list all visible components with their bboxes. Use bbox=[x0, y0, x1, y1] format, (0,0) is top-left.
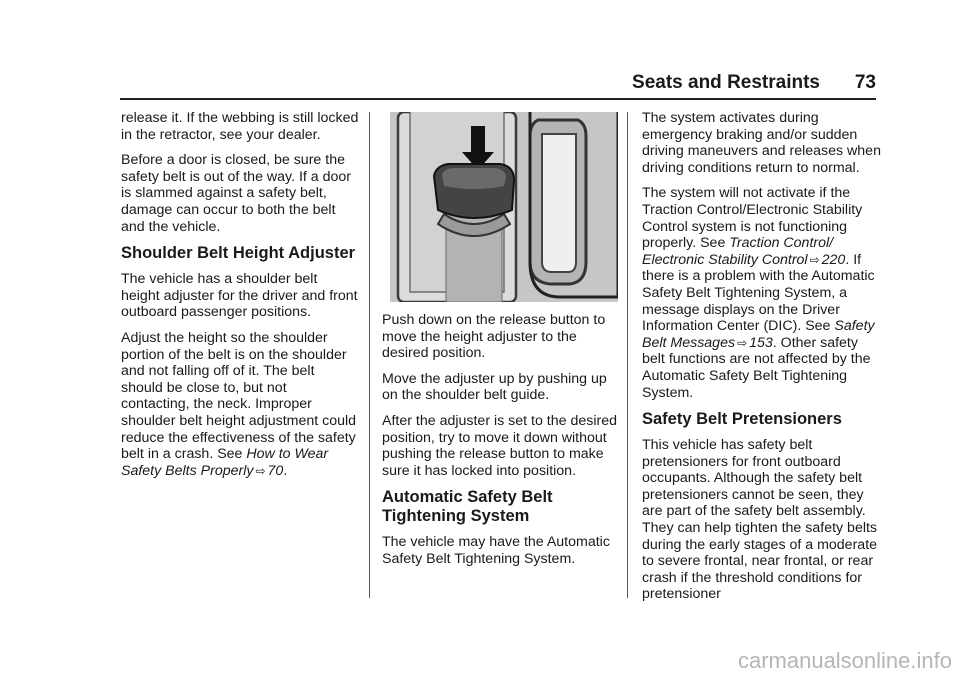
page-header bbox=[120, 72, 876, 100]
cross-reference-link[interactable]: How to Wear Safety Belts Properly bbox=[121, 446, 329, 479]
column-3 bbox=[642, 110, 882, 612]
column-divider bbox=[369, 112, 370, 598]
cross-reference-link[interactable]: Safety Belt Messages bbox=[642, 318, 875, 351]
header-rule bbox=[120, 98, 876, 100]
paragraph: Push down on the release button to move the height adjuster to the desired position. bbox=[382, 312, 606, 362]
heading-automatic-safety-belt-tightening-system: Automatic Safety Belt Tightening System bbox=[382, 488, 553, 526]
paragraph: The vehicle may have the Automatic Safety Belt Tightening System. bbox=[382, 534, 610, 567]
paragraph: After the adjuster is set to the desired position, try to move it down without pushing the release button to make sure it has locked into position. bbox=[382, 412, 618, 479]
watermark: carmanualsonline.info bbox=[737, 648, 952, 673]
column-2 bbox=[382, 312, 622, 577]
column-1 bbox=[121, 110, 359, 488]
page-ref-arrow-icon: ⇨ bbox=[255, 463, 266, 478]
page-ref-arrow-icon: ⇨ bbox=[737, 335, 748, 350]
page-number: 73 bbox=[854, 72, 876, 93]
cross-reference-page[interactable]: 153 bbox=[749, 334, 773, 351]
paragraph: release it. If the webbing is still locked in the retractor, see your dealer. bbox=[121, 110, 359, 143]
column-divider bbox=[627, 112, 628, 598]
section-title: Seats and Restraints bbox=[632, 72, 820, 93]
paragraph: The vehicle has a shoulder belt height adjuster for the driver and front outboard passenger positions. bbox=[121, 271, 358, 321]
paragraph: Before a door is closed, be sure the safety belt is out of the way. If a door is slammed against a safety belt, damage can occur to both the belt and the vehicle. bbox=[121, 152, 352, 235]
paragraph: Move the adjuster up by pushing up on the shoulder belt guide. bbox=[382, 370, 607, 404]
heading-safety-belt-pretensioners: Safety Belt Pretensioners bbox=[642, 410, 842, 429]
illustration-svg bbox=[390, 112, 618, 302]
heading-shoulder-belt-height-adjuster: Shoulder Belt Height Adjuster bbox=[121, 244, 356, 263]
shoulder-belt-adjuster-illustration bbox=[390, 112, 618, 302]
cross-reference-page[interactable]: 70 bbox=[267, 462, 284, 479]
cross-reference-page[interactable]: 220 bbox=[821, 251, 846, 268]
paragraph: Adjust the height so the shoulder portion of the belt is on the shoulder and not falling off of it. The belt should be close to, but not contacting, the neck. Improper shoulder belt height adjustment could reduce the effectiveness of the safety belt in a crash. See How to Wear Safety Belts Properly ⇨ 70. bbox=[121, 329, 357, 479]
paragraph: The system activates during emergency braking and/or sudden driving maneuvers and releases when driving conditions return to normal. bbox=[642, 110, 881, 176]
cross-reference-link[interactable]: Traction Control/ Electronic Stability Control bbox=[642, 235, 834, 268]
paragraph: The system will not activate if the Traction Control/Electronic Stability Control system is not functioning properly. See Traction Control/ Electronic Stability Control ⇨ 220. If there is a problem with the Automatic Safety Belt Tightening System, a message displays on the Driver Information Center (DIC). See Safety Belt Messages ⇨ 153. Other safety belt functions are not affected by the Automatic Safety Belt Tightening System. bbox=[642, 185, 875, 401]
page-ref-arrow-icon: ⇨ bbox=[809, 252, 820, 267]
paragraph: This vehicle has safety belt pretensioners for front outboard occupants. Although the safety belt pretensioners cannot be seen, they are part of the safety belt assembly. They can help tighten the safety belts during the early stages of a moderate to severe frontal, near frontal, or rear crash if the threshold conditions for pretensioner bbox=[642, 437, 878, 603]
